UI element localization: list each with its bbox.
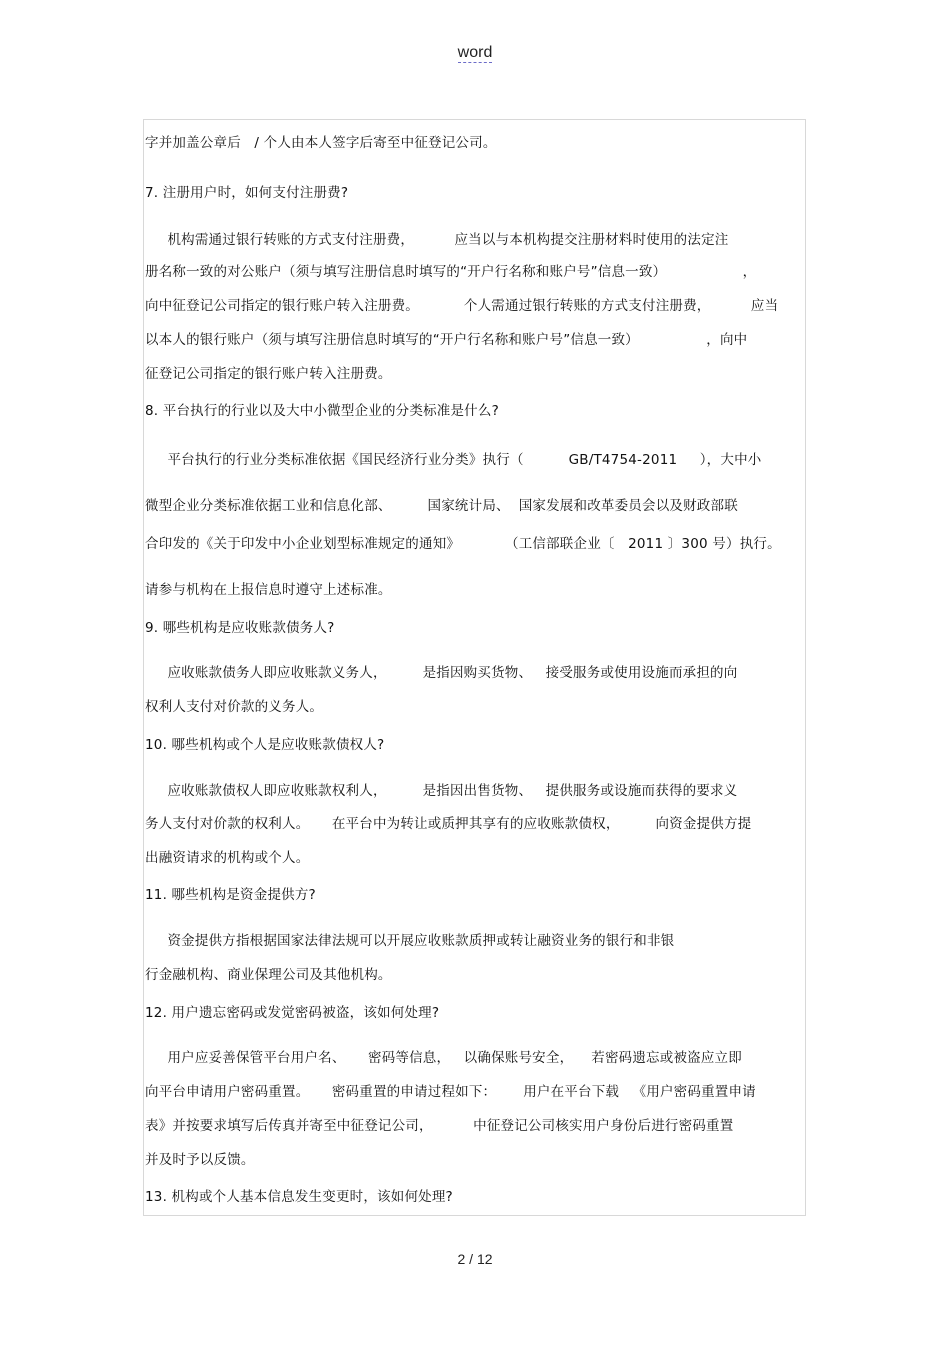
text-line: 应收账款债权人即应收账款权利人， 是指因出售货物、 提供服务或设施而获得的要求义 bbox=[145, 783, 738, 799]
text-line: 用户应妥善保管平台用户名、 密码等信息， 以确保账号安全， 若密码遗忘或被盗应立即 bbox=[145, 1050, 742, 1066]
page-indicator: 2 / 12 bbox=[457, 1251, 493, 1267]
text-line: 应收账款债务人即应收账款义务人， 是指因购买货物、 接受服务或使用设施而承担的向 bbox=[145, 665, 738, 681]
header-title: word bbox=[457, 44, 493, 61]
question-heading: 7. 注册用户时，如何支付注册费? bbox=[145, 185, 349, 201]
text-line: 务人支付对价款的权利人。 在平台中为转让或质押其享有的应收账款债权， 向资金提供方提 bbox=[145, 816, 752, 832]
text-line: 并及时予以反馈。 bbox=[145, 1152, 255, 1168]
text-line: 字并加盖公章后 / 个人由本人签字后寄至中征登记公司。 bbox=[145, 135, 497, 151]
text-line: 资金提供方指根据国家法律法规可以开展应收账款质押或转让融资业务的银行和非银 bbox=[145, 933, 675, 949]
document-header bbox=[0, 44, 950, 62]
text-line: 平台执行的行业分类标准依据《国民经济行业分类》执行（ GB/T4754-2011 ），大中小 bbox=[145, 452, 762, 468]
question-heading: 9. 哪些机构是应收账款债务人? bbox=[145, 620, 335, 636]
text-line: 向平台申请用户密码重置。 密码重置的申请过程如下： 用户在平台下载 《用户密码重置申请 bbox=[145, 1084, 756, 1100]
text-line: 以本人的银行账户（须与填写注册信息时填写的“开户行名称和账户号”信息一致） ，向中 bbox=[145, 332, 748, 348]
text-line: 机构需通过银行转账的方式支付注册费， 应当以与本机构提交注册材料时使用的法定注 bbox=[145, 232, 729, 248]
text-line: 册名称一致的对公账户（须与填写注册信息时填写的“开户行名称和账户号”信息一致） ， bbox=[145, 264, 757, 280]
question-heading: 12. 用户遗忘密码或发觉密码被盗，该如何处理? bbox=[145, 1005, 440, 1021]
text-line: 微型企业分类标准依据工业和信息化部、 国家统计局、 国家发展和改革委员会以及财政部联 bbox=[145, 498, 738, 514]
text-line: 权利人支付对价款的义务人。 bbox=[145, 699, 324, 715]
text-line: 合印发的《关于印发中小企业划型标准规定的通知》 （工信部联企业〔 2011 〕300 号）执行。 bbox=[145, 536, 781, 552]
text-line: 出融资请求的机构或个人。 bbox=[145, 850, 310, 866]
text-line: 表》并按要求填写后传真并寄至中征登记公司， 中征登记公司核实用户身份后进行密码重置 bbox=[145, 1118, 734, 1134]
question-heading: 8. 平台执行的行业以及大中小微型企业的分类标准是什么? bbox=[145, 403, 499, 419]
text-line: 行金融机构、商业保理公司及其他机构。 bbox=[145, 967, 392, 983]
text-line: 征登记公司指定的银行账户转入注册费。 bbox=[145, 366, 392, 382]
question-heading: 11. 哪些机构是资金提供方? bbox=[145, 887, 316, 903]
question-heading: 10. 哪些机构或个人是应收账款债权人? bbox=[145, 737, 385, 753]
text-line: 向中征登记公司指定的银行账户转入注册费。 个人需通过银行转账的方式支付注册费， 应当 bbox=[145, 298, 779, 314]
question-heading: 13. 机构或个人基本信息发生变更时，该如何处理? bbox=[145, 1189, 453, 1205]
text-line: 请参与机构在上报信息时遵守上述标准。 bbox=[145, 582, 392, 598]
